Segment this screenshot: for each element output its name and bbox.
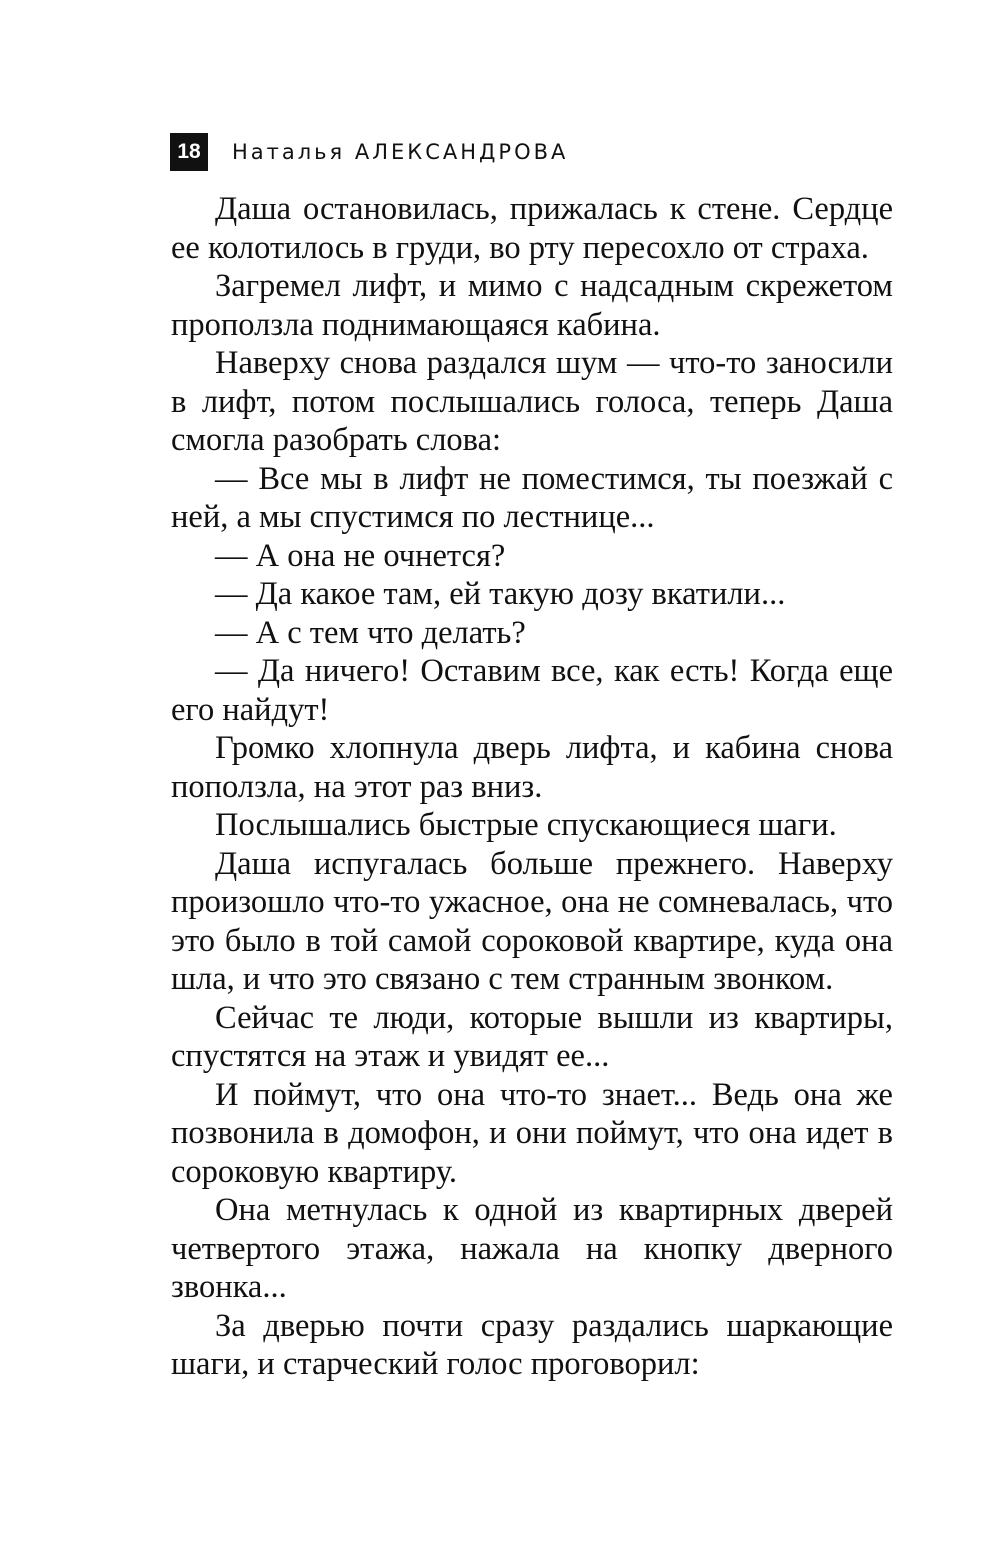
paragraph: Сейчас те люди, которые вышли из квартиры, спустятся на этаж и увидят ее... — [171, 999, 893, 1074]
paragraph: Наверху снова раздался шум — что-то заносили в лифт, потом послышались голоса, теперь Даша смогла разобрать слова: — [171, 345, 893, 458]
page-number: 18 — [170, 133, 208, 171]
paragraph: Даша остановилась, прижалась к стене. Сердце ее колотилось в груди, во рту пересохло от страха. — [171, 191, 893, 266]
dialogue-line: — А с тем что делать? — [215, 614, 526, 651]
paragraph: Громко хлопнула дверь лифта, и кабина снова поползла, на этот раз вниз. — [171, 730, 893, 805]
dialogue-line: — Да ничего! Оставим все, как есть! Когда еще его найдут! — [171, 653, 893, 728]
dialogue-line: — Да какое там, ей такую дозу вкатили... — [215, 576, 786, 612]
running-header — [170, 132, 568, 172]
paragraph: Загремел лифт, и мимо с надсадным скрежетом проползла поднимающаяся кабина. — [171, 268, 893, 343]
body-text — [171, 190, 893, 1384]
paragraph: За дверью почти сразу раздались шаркающие шаги, и старческий голос проговорил: — [171, 1307, 893, 1382]
dialogue-line: — Все мы в лифт не поместимся, ты поезжай с ней, а мы спустимся по лестнице... — [171, 460, 893, 535]
paragraph: Даша испугалась больше прежнего. Наверху произошло что-то ужасное, она не сомневалась, что это было в той самой сороковой квартире, куда она шла, и что это связано с тем странным звонком. — [171, 845, 893, 997]
paragraph: Она метнулась к одной из квартирных дверей четвертого этажа, нажала на кнопку дверного звонка... — [171, 1192, 893, 1305]
dialogue-line: — А она не очнется? — [215, 537, 506, 574]
author-name: Наталья АЛЕКСАНДРОВА — [232, 140, 569, 164]
paragraph: И поймут, что она что-то знает... Ведь она же позвонила в домофон, и они поймут, что она идет в сороковую квартиру. — [171, 1076, 893, 1190]
paragraph: Послышались быстрые спускающиеся шаги. — [215, 807, 837, 843]
